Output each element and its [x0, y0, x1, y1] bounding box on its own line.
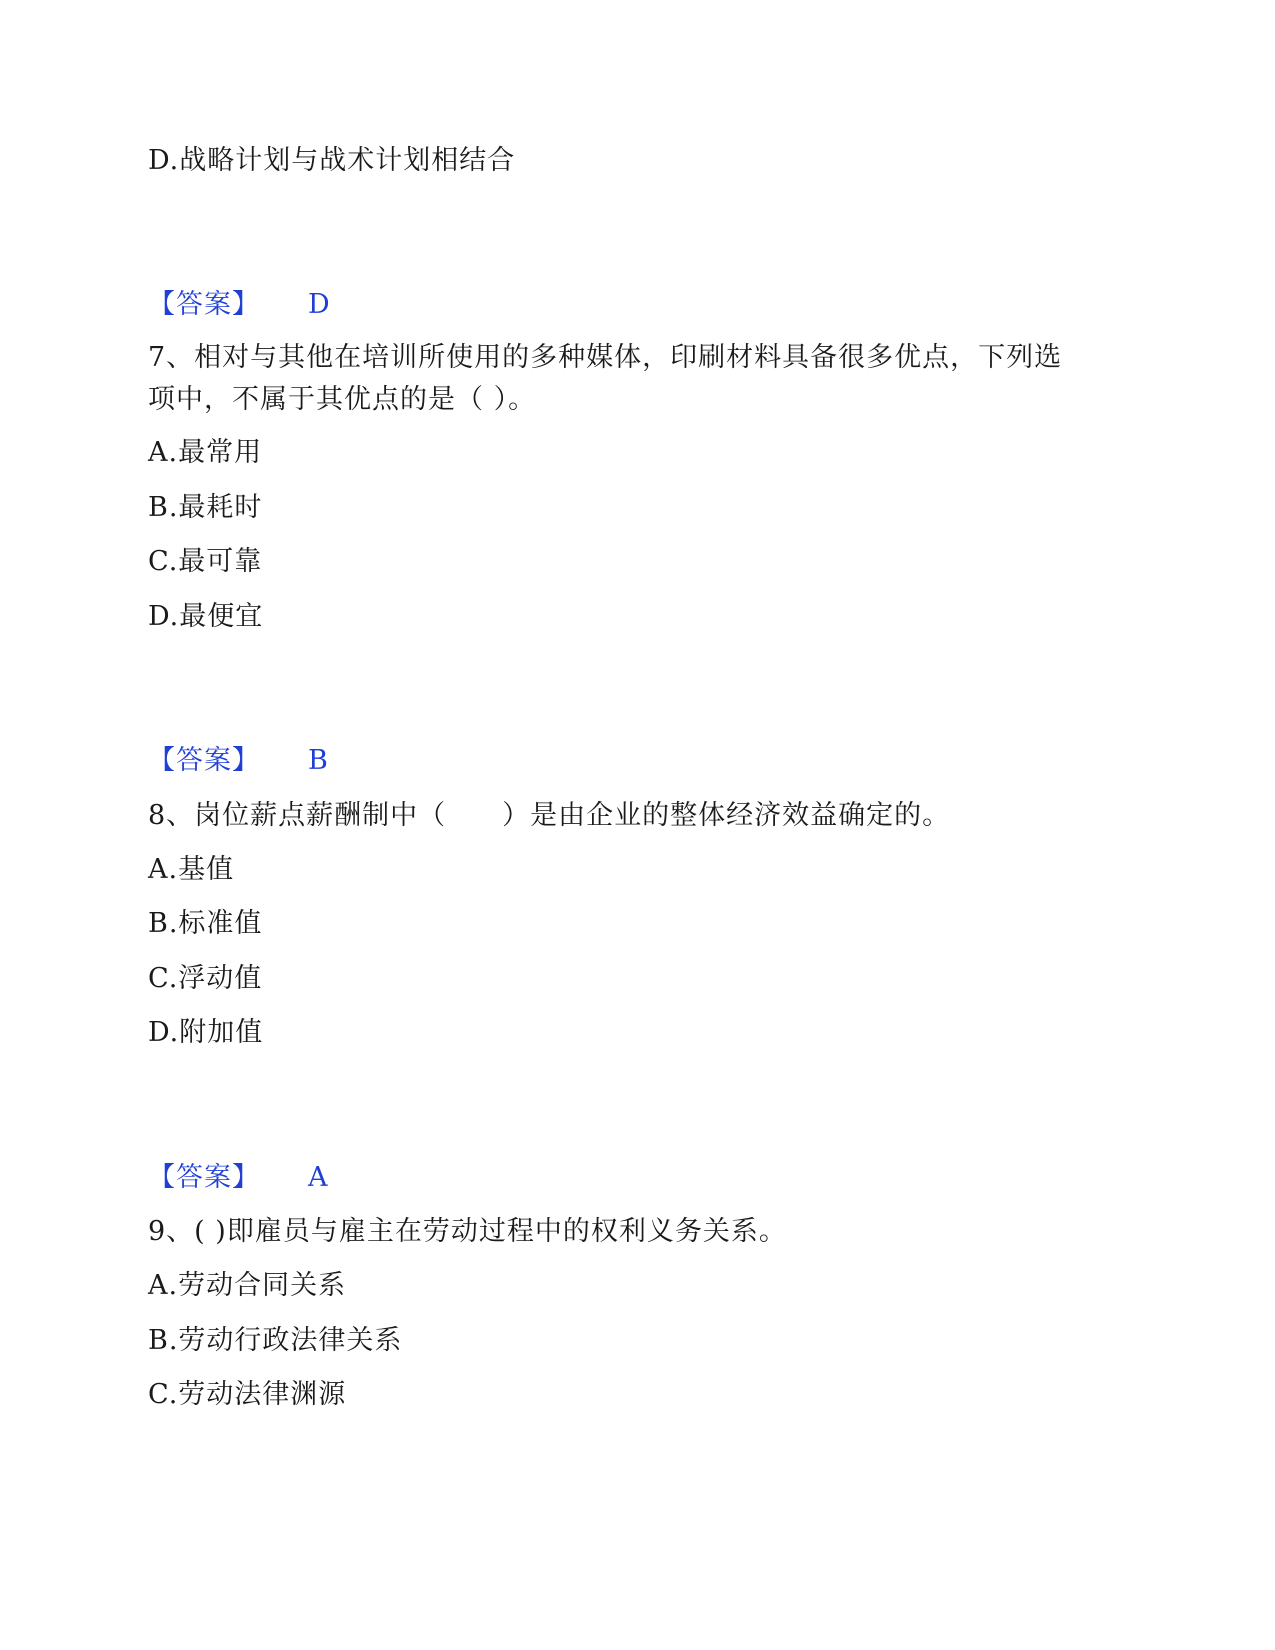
answer-label: 【答案】	[148, 745, 260, 776]
answer-label: 【答案】	[148, 1162, 260, 1193]
q9-option-b: B.劳动行政法律关系	[148, 1325, 403, 1356]
q7-stem-line1: 7、相对与其他在培训所使用的多种媒体，印刷材料具备很多优点，下列选	[148, 342, 1063, 373]
q7-answer	[148, 741, 329, 781]
q7-option-b: B.最耗时	[148, 492, 263, 523]
q8-option-c: C.浮动值	[148, 963, 263, 994]
q9-option-a: A.劳动合同关系	[148, 1270, 347, 1301]
q8-answer	[148, 1158, 329, 1198]
q7-stem-line2: 项中，不属于其优点的是（ ）。	[148, 384, 537, 415]
q9-stem: 9、( )即雇员与雇主在劳动过程中的权利义务关系。	[148, 1216, 787, 1247]
answer-label: 【答案】	[148, 289, 260, 320]
q7-option-c: C.最可靠	[148, 546, 263, 577]
answer-value: A	[308, 1162, 329, 1193]
answer-value: B	[308, 745, 329, 776]
q6-answer	[148, 285, 331, 325]
q8-option-b: B.标准值	[148, 908, 263, 939]
answer-value: D	[308, 289, 331, 320]
q8-option-d: D.附加值	[148, 1017, 264, 1048]
q8-option-a: A.基值	[148, 854, 235, 885]
q6-option-d: D.战略计划与战术计划相结合	[148, 145, 516, 176]
q7-option-d: D.最便宜	[148, 601, 264, 632]
q8-stem: 8、岗位薪点薪酬制中（ ）是由企业的整体经济效益确定的。	[148, 800, 951, 831]
q9-option-c: C.劳动法律渊源	[148, 1379, 347, 1410]
q7-option-a: A.最常用	[148, 437, 263, 468]
